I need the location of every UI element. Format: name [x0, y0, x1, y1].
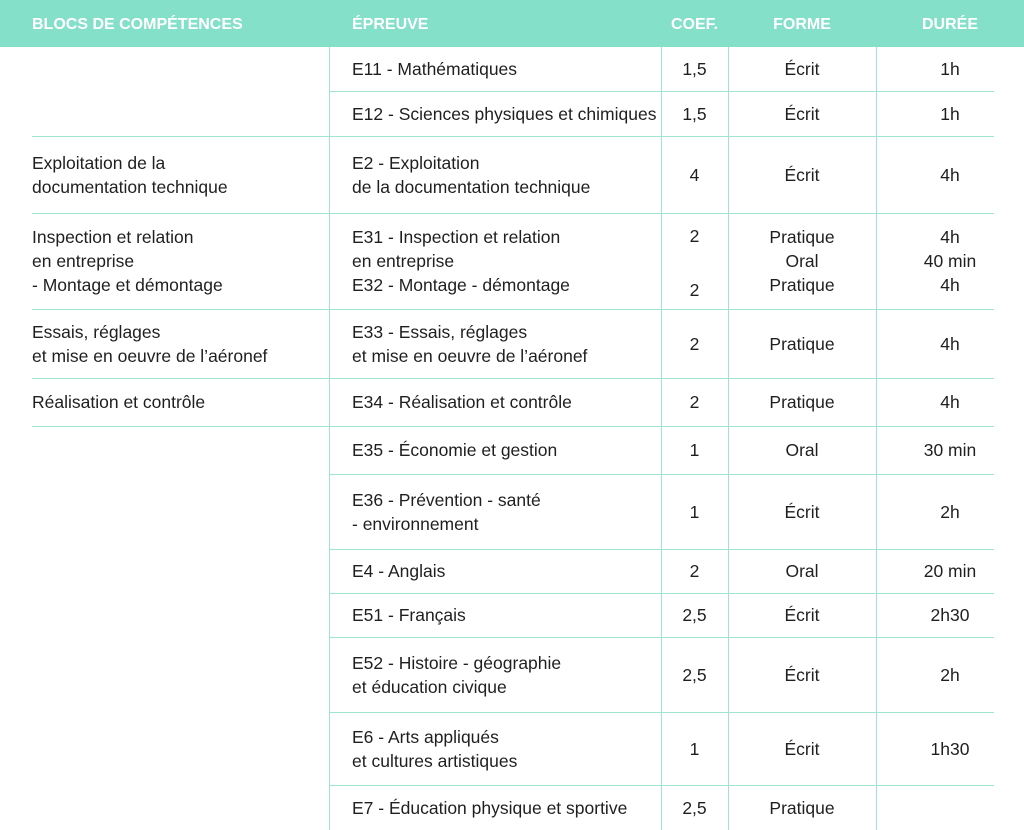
duree-cell: 2h — [940, 501, 960, 522]
epreuve-cell: E36 - Prévention - santé — [352, 489, 541, 510]
forme-cell: Pratique — [769, 227, 835, 247]
epreuve-cell: E52 - Histoire - géographie — [352, 652, 562, 673]
row-divider — [329, 91, 994, 92]
row-divider — [329, 785, 994, 786]
epreuve-cell: E51 - Français — [352, 605, 466, 625]
forme-cell: Pratique — [769, 797, 835, 818]
coef-cell: 2,5 — [682, 664, 707, 685]
epreuve-cell: E32 - Montage - démontage — [352, 275, 570, 295]
bloc-cell: Réalisation et contrôle — [32, 392, 206, 412]
forme-cell: Pratique — [769, 333, 835, 354]
duree-cell: 4h — [940, 164, 960, 185]
coef-cell: 1,5 — [682, 103, 707, 124]
row-divider — [32, 213, 994, 214]
forme-cell: Écrit — [784, 605, 820, 625]
forme-cell: Écrit — [784, 738, 820, 759]
coef-cell: 1 — [689, 501, 700, 522]
forme-cell: Pratique — [769, 392, 835, 412]
header-forme: FORME — [773, 16, 831, 33]
coef-cell: 2 — [689, 392, 700, 412]
coef-cell: 1 — [689, 440, 700, 460]
epreuve-cell: E35 - Économie et gestion — [352, 440, 558, 460]
duree-cell: 20 min — [923, 561, 977, 581]
row-divider — [32, 309, 994, 310]
coef-cell: 1,5 — [682, 59, 707, 79]
duree-cell: 4h — [940, 275, 960, 295]
forme-cell: Oral — [785, 440, 819, 460]
duree-cell: 30 min — [923, 440, 977, 460]
duree-cell: 1h30 — [930, 738, 970, 759]
epreuve-cell: E31 - Inspection et relation — [352, 227, 561, 247]
header-duree: DURÉE — [921, 16, 978, 33]
row-divider — [329, 593, 994, 594]
coef-cell: 2,5 — [682, 797, 707, 818]
duree-cell: 1h — [940, 59, 960, 79]
epreuve-cell: et éducation civique — [352, 676, 507, 697]
forme-cell: Écrit — [784, 164, 820, 185]
duree-cell: 4h — [940, 392, 960, 412]
coef-cell: 4 — [689, 164, 700, 185]
bloc-cell: et mise en oeuvre de l’aéronef — [32, 345, 268, 366]
forme-cell: Écrit — [784, 103, 820, 124]
coef-cell: 2 — [689, 280, 700, 300]
epreuve-cell: E11 - Mathématiques — [352, 59, 518, 79]
duree-cell: 4h — [940, 227, 960, 247]
row-divider — [329, 712, 994, 713]
bloc-cell: Exploitation de la — [32, 152, 166, 173]
bloc-cell: Inspection et relation — [32, 227, 194, 247]
duree-cell: 4h — [940, 333, 960, 354]
epreuve-cell: E34 - Réalisation et contrôle — [352, 392, 572, 412]
epreuve-cell: E2 - Exploitation — [352, 152, 480, 173]
forme-cell: Écrit — [784, 664, 820, 685]
table-header — [0, 0, 1024, 47]
duree-cell: 2h — [940, 664, 960, 685]
row-divider — [329, 474, 994, 475]
epreuve-cell: et mise en oeuvre de l’aéronef — [352, 345, 588, 366]
forme-cell: Pratique — [769, 275, 835, 295]
header-blocs: BLOCS DE COMPÉTENCES — [32, 16, 243, 33]
duree-cell: 1h — [940, 103, 960, 124]
epreuve-cell: E4 - Anglais — [352, 561, 446, 581]
coef-cell: 2 — [689, 226, 700, 246]
coef-cell: 1 — [689, 738, 700, 759]
epreuve-cell: en entreprise — [352, 251, 455, 271]
row-divider — [32, 378, 994, 379]
duree-cell: 40 min — [923, 251, 977, 271]
duree-cell: 2h30 — [930, 605, 970, 625]
epreuve-cell: E7 - Éducation physique et sportive — [352, 797, 628, 818]
coef-cell: 2 — [689, 333, 700, 354]
coef-cell: 2,5 — [682, 605, 707, 625]
row-divider — [32, 426, 994, 427]
row-divider — [329, 549, 994, 550]
bloc-cell: Essais, réglages — [32, 321, 161, 342]
bloc-cell: en entreprise — [32, 251, 135, 271]
header-coef: COEF. — [670, 16, 719, 33]
epreuve-cell: E33 - Essais, réglages — [352, 321, 528, 342]
forme-cell: Oral — [785, 561, 819, 581]
epreuve-cell: E6 - Arts appliqués — [352, 726, 499, 747]
header-epreuve: ÉPREUVE — [352, 16, 429, 33]
bloc-cell: documentation technique — [32, 176, 228, 197]
row-divider — [329, 637, 994, 638]
bloc-cell: - Montage et démontage — [32, 275, 223, 295]
epreuve-cell: et cultures artistiques — [352, 750, 518, 771]
forme-cell: Oral — [785, 251, 819, 271]
forme-cell: Écrit — [784, 501, 820, 522]
forme-cell: Écrit — [784, 59, 820, 79]
row-divider — [32, 136, 994, 137]
epreuve-cell: de la documentation technique — [352, 176, 591, 197]
epreuve-cell: E12 - Sciences physiques et chimiques — [352, 103, 657, 124]
epreuve-cell: - environnement — [352, 513, 479, 534]
coef-cell: 2 — [689, 561, 700, 581]
